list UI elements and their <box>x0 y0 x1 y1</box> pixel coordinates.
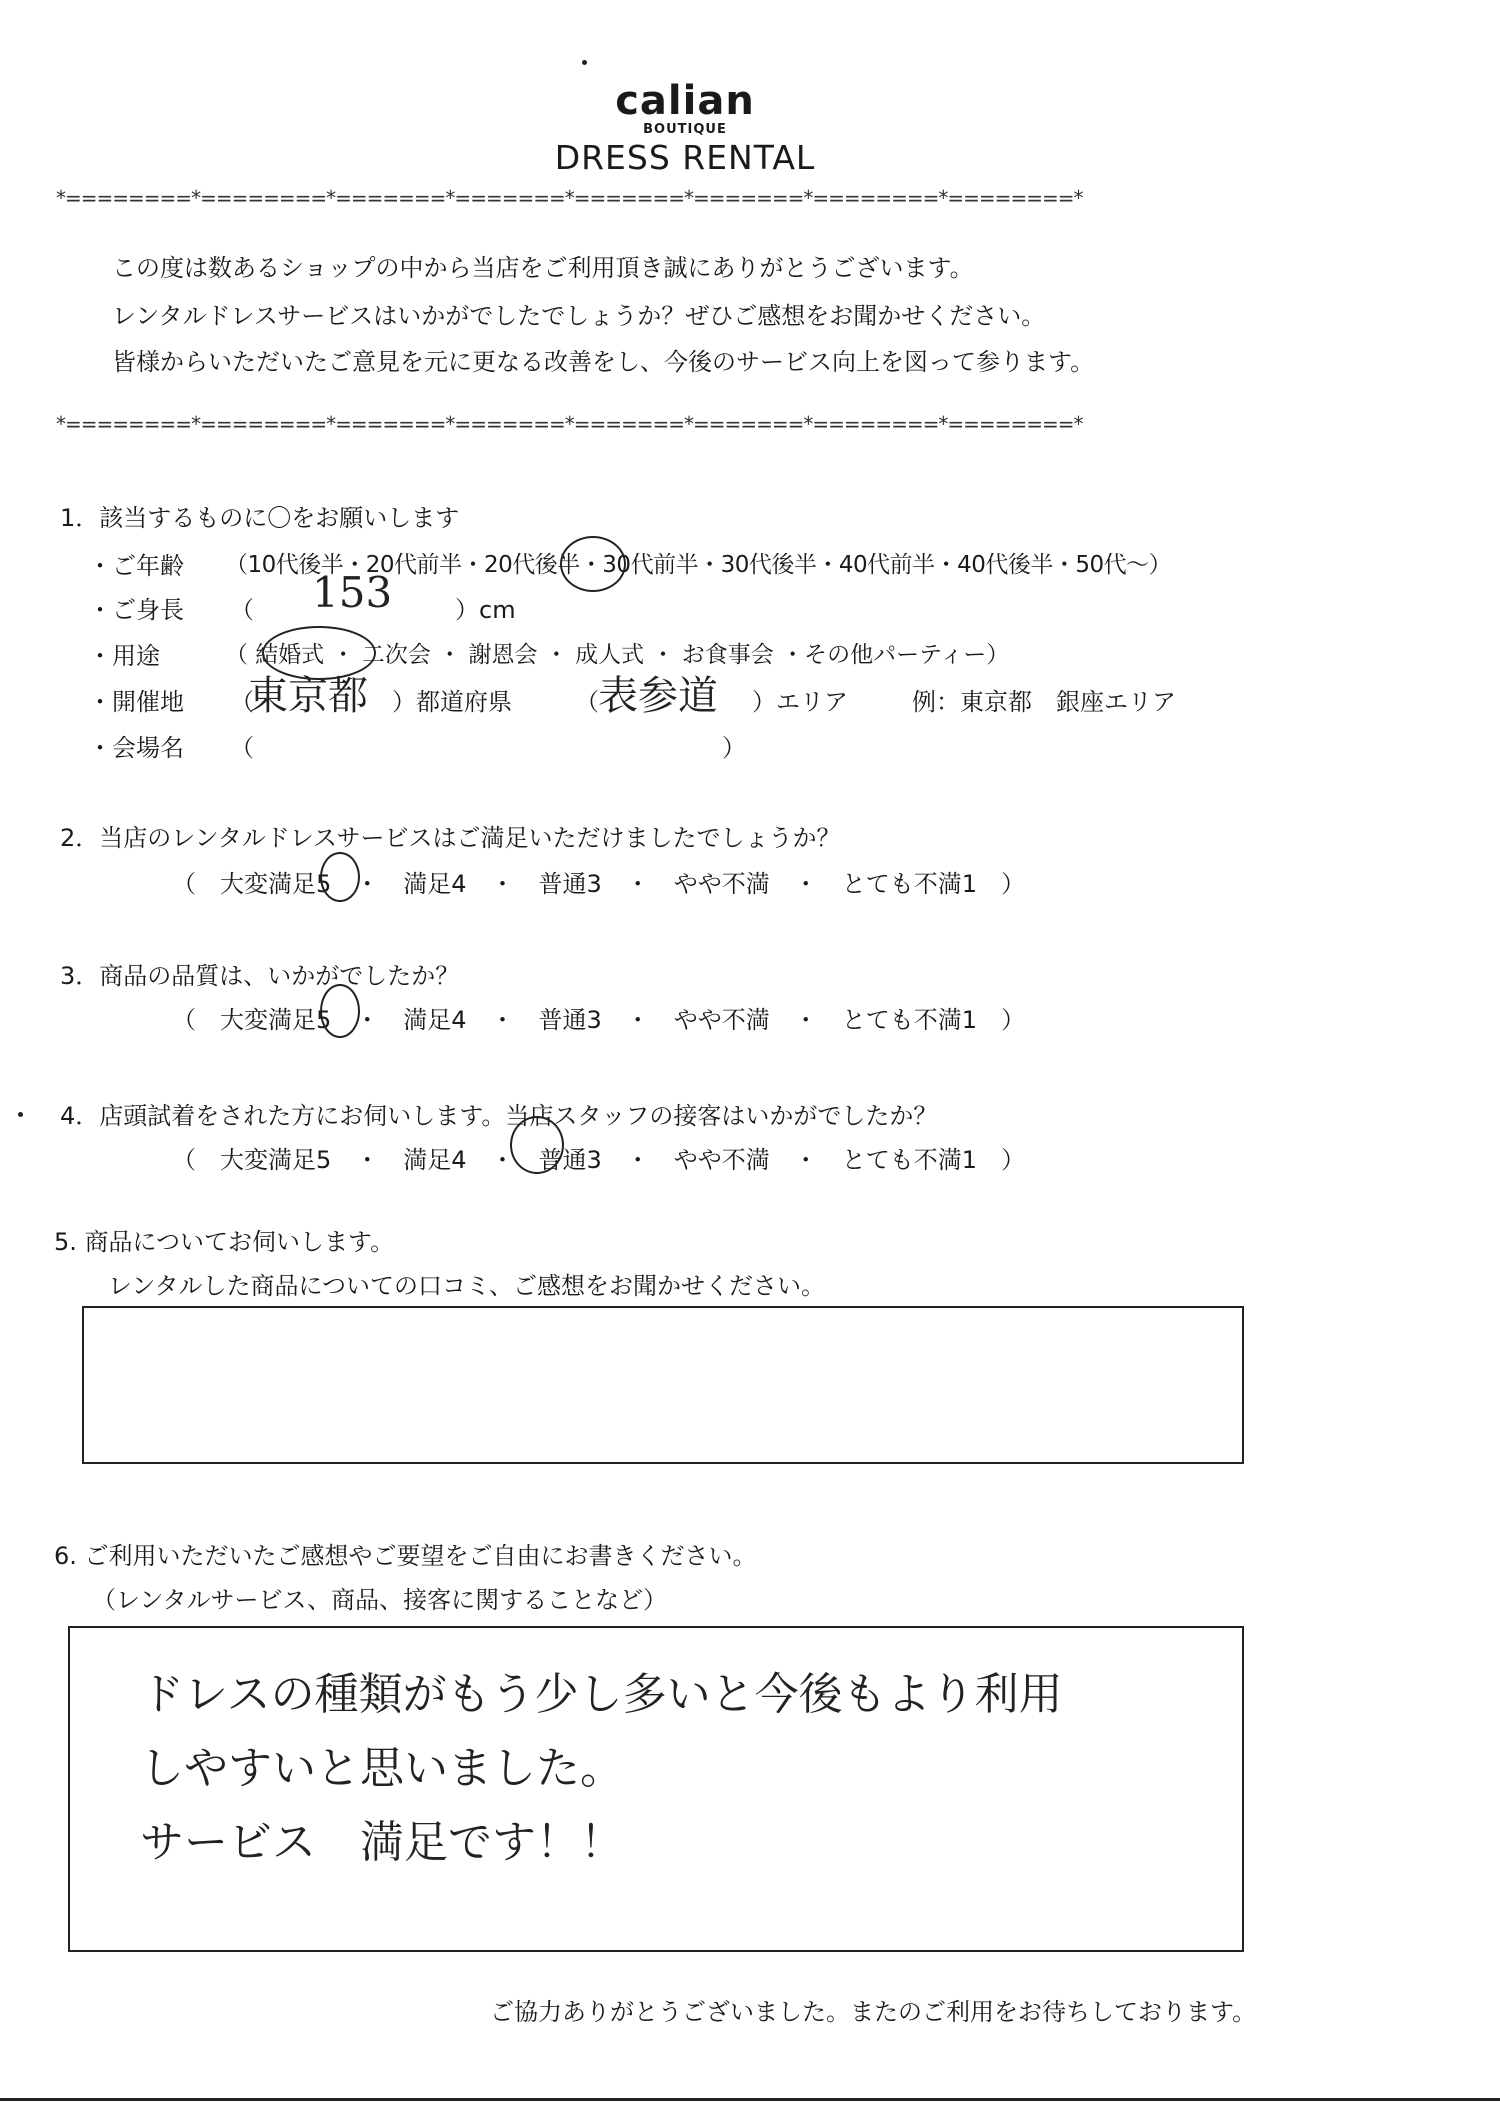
q6-answer-line-2: しやすいと思いました。 <box>140 1743 624 1794</box>
age-selection-circle <box>560 536 626 592</box>
q4-options: （ 大変満足5 ・ 満足4 ・ 普通3 ・ やや不満 ・ とても不満1 ） <box>172 1146 1026 1174</box>
intro-line-2: レンタルドレスサービスはいかがでしたでしょうか？ぜひご感想をお聞かせください。 <box>112 302 1046 330</box>
venue-pref-suffix: ）都道府県 <box>392 688 512 716</box>
q5-answer-box[interactable] <box>82 1306 1244 1464</box>
q6-subtitle: （レンタルサービス、商品、接客に関することなど） <box>92 1586 668 1614</box>
hall-label: ・会場名 <box>88 734 184 762</box>
venue-open: （ <box>230 688 254 716</box>
q6-answer-line-1: ドレスの種類がもう少し多いと今後もより利用 <box>140 1669 1063 1720</box>
separator-top: *========*========*=======*=======*=======*=======*========*========* <box>56 186 1083 210</box>
height-label: ・ご身長 <box>88 596 184 624</box>
q5-subtitle: レンタルした商品についての口コミ、ご感想をお聞かせください。 <box>108 1272 825 1300</box>
q1-title: 1．該当するものに〇をお願いします <box>60 504 460 532</box>
q2-selection-circle <box>320 852 360 902</box>
age-options: （10代後半・20代前半・20代後半・30代前半・30代後半・40代前半・40代後半・50代～） <box>225 552 1172 578</box>
intro-line-1: この度は数あるショップの中から当店をご利用頂き誠にありがとうございます。 <box>112 254 974 282</box>
intro-line-3: 皆様からいただいたご意見を元に更なる改善をし、今後のサービス向上を図って参ります。 <box>112 348 1095 376</box>
venue-area-suffix: ）エリア <box>752 688 848 716</box>
height-handwritten: 153 <box>312 568 393 617</box>
q6-answer-line-3: サービス 満足です！！ <box>140 1817 624 1868</box>
q2-options: （ 大変満足5 ・ 満足4 ・ 普通3 ・ やや不満 ・ とても不満1 ） <box>172 870 1026 898</box>
q2-title: 2．当店のレンタルドレスサービスはご満足いただけましたでしょうか？ <box>60 824 841 852</box>
purpose-options: （ 結婚式 ・ 二次会 ・ 謝恩会 ・ 成人式 ・ お食事会 ・その他パーティー） <box>225 642 1010 668</box>
hall-open: （ <box>230 734 254 762</box>
venue-area-open: （ <box>575 688 599 716</box>
q3-title: 3．商品の品質は、いかがでしたか？ <box>60 962 460 990</box>
separator-bottom: *========*========*=======*=======*=======*=======*========*========* <box>56 412 1083 436</box>
q5-title: 5. 商品についてお伺いします。 <box>54 1228 395 1256</box>
q3-options: （ 大変満足5 ・ 満足4 ・ 普通3 ・ やや不満 ・ とても不満1 ） <box>172 1006 1026 1034</box>
venue-label: ・開催地 <box>88 688 184 716</box>
service-title: DRESS RENTAL <box>554 138 816 177</box>
footer-thanks: ご協力ありがとうございました。またのご利用をお待ちしております。 <box>490 1998 1257 2026</box>
height-unit: ）cm <box>455 596 516 624</box>
q6-answer-box[interactable] <box>68 1626 1244 1952</box>
q3-selection-circle <box>320 984 360 1038</box>
brand-logo: calian <box>615 78 755 124</box>
venue-pref-handwritten: 東京都 <box>248 673 368 719</box>
q4-selection-circle <box>510 1116 564 1174</box>
age-label: ・ご年齢 <box>88 552 184 580</box>
q4-title: 4．店頭試着をされた方にお伺いします。当店スタッフの接客はいかがでしたか？ <box>60 1102 938 1130</box>
purpose-label: ・用途 <box>88 642 160 670</box>
venue-area-handwritten: 表参道 <box>598 673 718 719</box>
q6-title: 6. ご利用いただいたご感想やご要望をご自由にお書きください。 <box>54 1542 757 1570</box>
bottom-rule <box>0 2098 1500 2101</box>
venue-example: 例：東京都 銀座エリア <box>912 688 1176 716</box>
height-open: （ <box>230 596 254 624</box>
scan-speck <box>582 60 587 65</box>
brand-sub: BOUTIQUE <box>643 122 727 137</box>
hall-close: ） <box>722 734 746 762</box>
scan-speck <box>18 1112 23 1117</box>
